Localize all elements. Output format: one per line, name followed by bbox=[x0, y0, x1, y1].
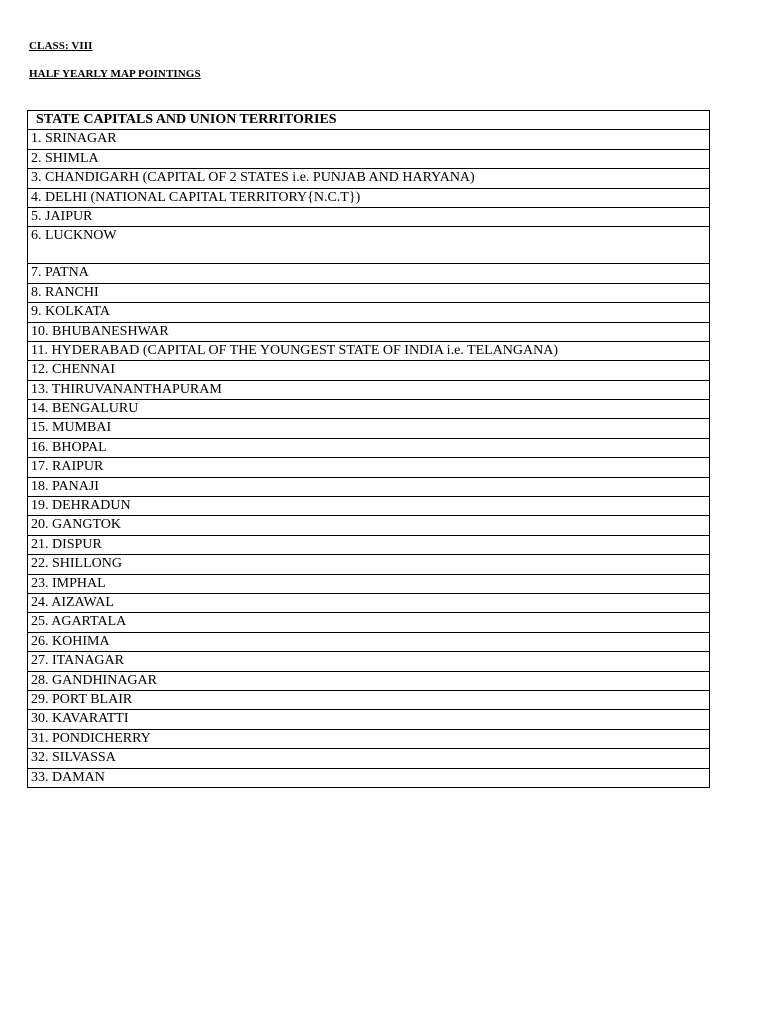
capital-cell: 33. DAMAN bbox=[28, 768, 710, 787]
capital-cell: 24. AIZAWAL bbox=[28, 593, 710, 612]
capital-cell: 31. PONDICHERRY bbox=[28, 729, 710, 748]
capital-cell: 29. PORT BLAIR bbox=[28, 690, 710, 709]
capital-cell: 4. DELHI (NATIONAL CAPITAL TERRITORY{N.C.T}) bbox=[28, 188, 710, 207]
capital-cell: 28. GANDHINAGAR bbox=[28, 671, 710, 690]
capital-cell: 27. ITANAGAR bbox=[28, 652, 710, 671]
capital-cell: 17. RAIPUR bbox=[28, 458, 710, 477]
capital-cell: 19. DEHRADUN bbox=[28, 497, 710, 516]
table-row bbox=[28, 419, 710, 438]
capital-cell: 5. JAIPUR bbox=[28, 207, 710, 226]
capital-cell: 16. BHOPAL bbox=[28, 438, 710, 457]
table-row bbox=[28, 380, 710, 399]
capital-cell: 12. CHENNAI bbox=[28, 361, 710, 380]
table-row bbox=[28, 341, 710, 360]
capital-cell: 3. CHANDIGARH (CAPITAL OF 2 STATES i.e. PUNJAB AND HARYANA) bbox=[28, 169, 710, 188]
table-row bbox=[28, 438, 710, 457]
capital-cell: 14. BENGALURU bbox=[28, 400, 710, 419]
table-row bbox=[28, 497, 710, 516]
capital-cell: 11. HYDERABAD (CAPITAL OF THE YOUNGEST STATE OF INDIA i.e. TELANGANA) bbox=[28, 341, 710, 360]
table-row bbox=[28, 710, 710, 729]
table-row bbox=[28, 535, 710, 554]
capital-cell: 6. LUCKNOW bbox=[28, 227, 710, 264]
table-row bbox=[28, 593, 710, 612]
capital-cell: 8. RANCHI bbox=[28, 283, 710, 302]
table-row bbox=[28, 477, 710, 496]
table-row bbox=[28, 400, 710, 419]
table-row bbox=[28, 322, 710, 341]
document-subtitle: HALF YEARLY MAP POINTINGS bbox=[29, 68, 201, 80]
capitals-table bbox=[27, 110, 710, 788]
capital-cell: 1. SRINAGAR bbox=[28, 130, 710, 149]
table-row bbox=[28, 690, 710, 709]
table-header: STATE CAPITALS AND UNION TERRITORIES bbox=[28, 111, 710, 130]
capital-cell: 9. KOLKATA bbox=[28, 303, 710, 322]
table-row bbox=[28, 458, 710, 477]
capital-cell: 25. AGARTALA bbox=[28, 613, 710, 632]
table-row bbox=[28, 188, 710, 207]
capital-cell: 20. GANGTOK bbox=[28, 516, 710, 535]
table-row bbox=[28, 768, 710, 787]
table-row bbox=[28, 227, 710, 264]
table-row bbox=[28, 632, 710, 651]
table-row bbox=[28, 149, 710, 168]
capital-cell: 26. KOHIMA bbox=[28, 632, 710, 651]
table-row bbox=[28, 516, 710, 535]
table-row bbox=[28, 283, 710, 302]
capital-cell: 21. DISPUR bbox=[28, 535, 710, 554]
table-row bbox=[28, 555, 710, 574]
table-row bbox=[28, 749, 710, 768]
capital-cell: 22. SHILLONG bbox=[28, 555, 710, 574]
table-row bbox=[28, 574, 710, 593]
capital-cell: 13. THIRUVANANTHAPURAM bbox=[28, 380, 710, 399]
table-row bbox=[28, 361, 710, 380]
table-row bbox=[28, 303, 710, 322]
capital-cell: 7. PATNA bbox=[28, 264, 710, 283]
capital-cell: 15. MUMBAI bbox=[28, 419, 710, 438]
capital-cell: 18. PANAJI bbox=[28, 477, 710, 496]
table-row bbox=[28, 130, 710, 149]
table-row bbox=[28, 169, 710, 188]
capital-cell: 32. SILVASSA bbox=[28, 749, 710, 768]
table-row bbox=[28, 264, 710, 283]
table-row bbox=[28, 671, 710, 690]
capital-cell: 30. KAVARATTI bbox=[28, 710, 710, 729]
table-header-row bbox=[28, 111, 710, 130]
table-row bbox=[28, 207, 710, 226]
table-row bbox=[28, 729, 710, 748]
capital-cell: 2. SHIMLA bbox=[28, 149, 710, 168]
class-label: CLASS: VIII bbox=[29, 40, 93, 52]
table-row bbox=[28, 652, 710, 671]
table-row bbox=[28, 613, 710, 632]
capital-cell: 23. IMPHAL bbox=[28, 574, 710, 593]
capital-cell: 10. BHUBANESHWAR bbox=[28, 322, 710, 341]
